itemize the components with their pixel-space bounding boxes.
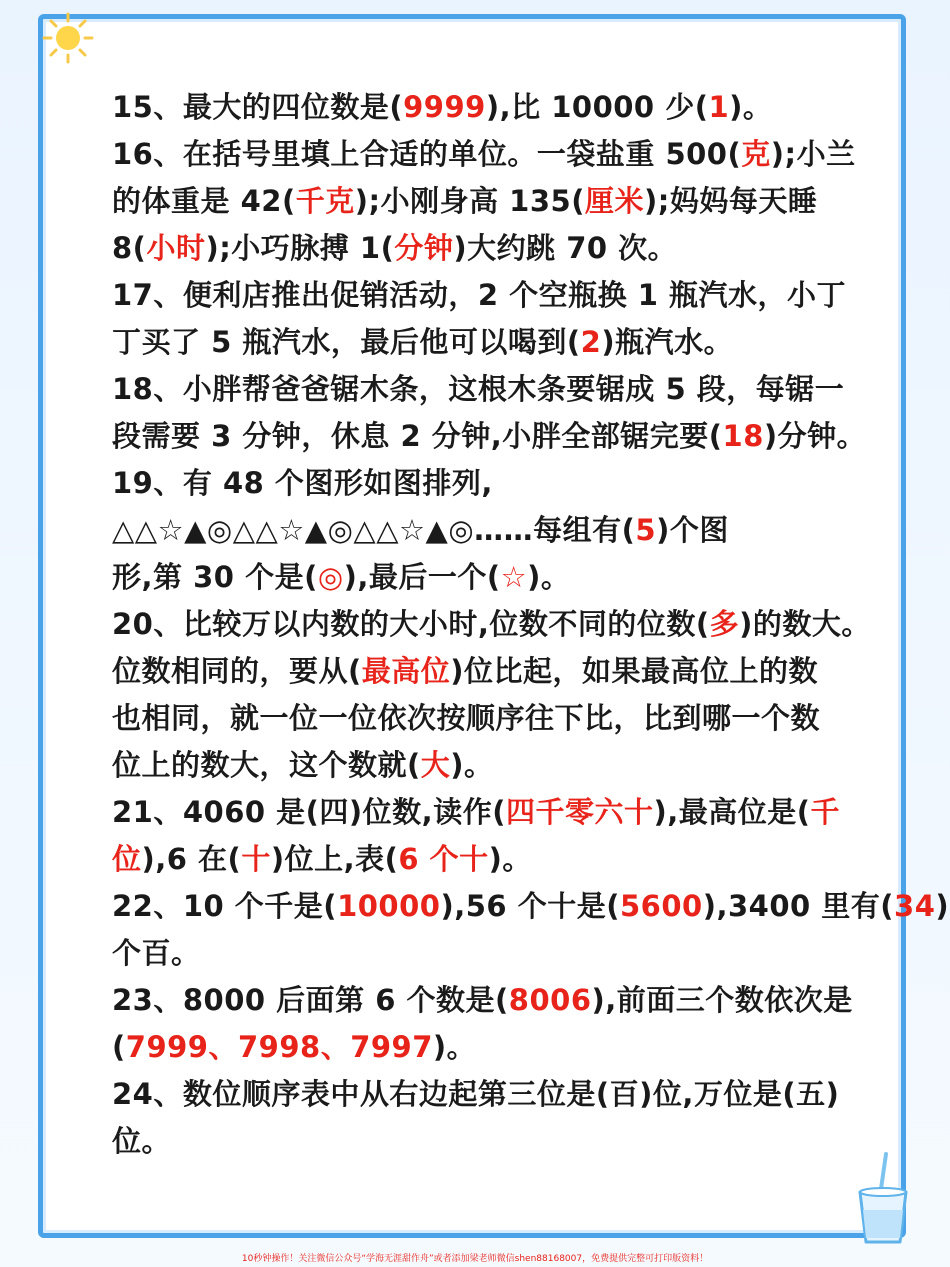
question-text: 22、10 个千是(: [112, 889, 338, 923]
question-text: )的数大。: [739, 607, 871, 641]
text-line: [112, 366, 860, 413]
question-text: (: [112, 1030, 126, 1064]
answer-text: 多: [709, 607, 740, 641]
text-line: [112, 1118, 860, 1165]
answer-text: 7999、7998、7997: [125, 1030, 433, 1064]
question-text: 20、比较万以内数的大小时,位数不同的位数(: [112, 607, 710, 641]
answer-text: 18: [722, 419, 764, 453]
question-text: 位。: [112, 1124, 172, 1158]
text-line: [112, 413, 867, 460]
drink-cup-icon: [852, 1148, 914, 1248]
answer-text: 最高位: [361, 654, 451, 688]
question-text: )。: [488, 842, 532, 876]
text-line: [112, 883, 950, 930]
footer-note: 10秒钟操作！关注微信公众号“学海无涯甜作舟”或者添加梁老师微信shen88168007，免费提供完整可打印版资料！: [241, 1254, 709, 1264]
answer-text: 小时: [146, 231, 206, 265]
question-text: );小刚身高 135(: [354, 184, 585, 218]
question-text: 8(: [112, 231, 147, 265]
text-line: [112, 225, 860, 272]
question-text: ),最高位是(: [653, 795, 811, 829]
question-text: 个百。: [112, 936, 201, 970]
answer-text: 5600: [619, 889, 703, 923]
answer-text: 6 个十: [398, 842, 489, 876]
question-text: ),3400 里有(: [702, 889, 895, 923]
question-text: 23、8000 后面第 6 个数是(: [112, 983, 509, 1017]
answer-text: 位: [112, 842, 142, 876]
question-text: );小兰: [770, 137, 856, 171]
question-text: 21、4060 是(四)位数,读作(: [112, 795, 506, 829]
answer-text: 10000: [337, 889, 441, 923]
question-text: ): [935, 889, 950, 923]
question-text: )。: [729, 90, 773, 124]
question-text: 也相同，就一位一位依次按顺序往下比，比到哪一个数: [112, 701, 821, 735]
text-line: [112, 977, 860, 1024]
answer-text: 千克: [295, 184, 355, 218]
question-text: 17、便利店推出促销活动，2 个空瓶换 1 瓶汽水，小丁: [112, 278, 847, 312]
text-line: [112, 131, 860, 178]
answer-text: 34: [894, 889, 936, 923]
text-line: [112, 836, 860, 883]
question-text: ),6 在(: [141, 842, 242, 876]
text-line: [112, 930, 860, 977]
question-text: )位比起，如果最高位上的数: [450, 654, 819, 688]
answer-text: 分钟: [394, 231, 454, 265]
question-text: )位上,表(: [270, 842, 399, 876]
question-text: △△☆▲◎△△☆▲◎△△☆▲◎……每组有(: [112, 513, 636, 547]
question-text: 19、有 48 个图形如图排列,: [112, 466, 493, 500]
text-line: [112, 507, 860, 554]
answer-text: 5: [635, 513, 657, 547]
question-list: [112, 84, 950, 1165]
question-text: )个图: [656, 513, 729, 547]
text-line: [112, 695, 860, 742]
question-text: 15、最大的四位数是(: [112, 90, 404, 124]
answer-text: ◎: [317, 560, 344, 594]
answer-text: 厘米: [584, 184, 644, 218]
answer-text: 十: [241, 842, 271, 876]
text-line: [112, 742, 860, 789]
question-text: 位上的数大，这个数就(: [112, 748, 421, 782]
question-text: 段需要 3 分钟，休息 2 分钟,小胖全部锯完要(: [112, 419, 723, 453]
question-text: 18、小胖帮爸爸锯木条，这根木条要锯成 5 段，每锯一: [112, 372, 845, 406]
question-text: 的体重是 42(: [112, 184, 296, 218]
answer-text: 1: [708, 90, 730, 124]
question-text: ),比 10000 少(: [485, 90, 709, 124]
question-text: ),前面三个数依次是: [591, 983, 853, 1017]
text-line: [112, 178, 860, 225]
answer-text: 四千零六十: [505, 795, 654, 829]
answer-text: ☆: [500, 560, 528, 594]
question-text: ),56 个十是(: [440, 889, 620, 923]
question-text: )。: [432, 1030, 477, 1064]
question-text: ),最后一个(: [343, 560, 501, 594]
question-text: 16、在括号里填上合适的单位。一袋盐重 500(: [112, 137, 742, 171]
text-line: [112, 1071, 860, 1118]
text-line: [112, 601, 871, 648]
question-text: );妈妈每天睡: [644, 184, 818, 218]
answer-text: 大: [420, 748, 451, 782]
question-text: )瓶汽水。: [601, 325, 734, 359]
question-text: 丁买了 5 瓶汽水，最后他可以喝到(: [112, 325, 581, 359]
text-line: [112, 84, 860, 131]
question-text: 24、数位顺序表中从右边起第三位是(百)位,万位是(五): [112, 1077, 840, 1111]
text-line: [112, 648, 860, 695]
answer-text: 8006: [508, 983, 592, 1017]
text-line: [112, 460, 860, 507]
question-text: 位数相同的，要从(: [112, 654, 362, 688]
text-line: [112, 319, 860, 366]
question-text: );小巧脉搏 1(: [205, 231, 395, 265]
text-line: [112, 789, 860, 836]
question-text: )。: [527, 560, 571, 594]
question-text: )。: [450, 748, 494, 782]
question-text: 形,第 30 个是(: [112, 560, 318, 594]
sun-icon: [40, 10, 96, 66]
text-line: [112, 272, 860, 319]
answer-text: 克: [741, 137, 771, 171]
answer-text: 千: [810, 795, 841, 829]
answer-text: 9999: [403, 90, 486, 124]
answer-text: 2: [580, 325, 602, 359]
question-text: )分钟。: [763, 419, 867, 453]
question-text: )大约跳 70 次。: [453, 231, 678, 265]
text-line: [112, 554, 860, 601]
text-line: [112, 1024, 860, 1071]
